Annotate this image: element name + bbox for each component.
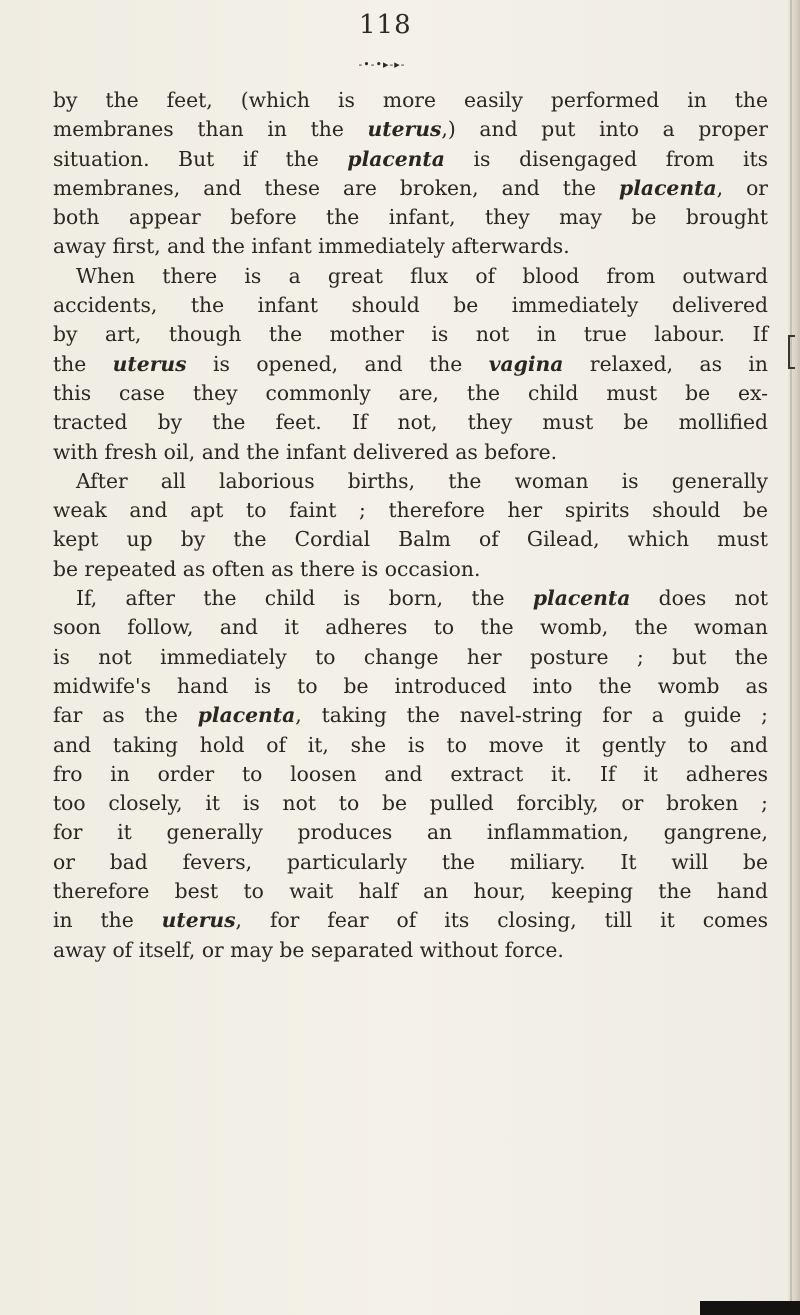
text-line — [53, 496, 768, 525]
header-ornament: -•-•▸-▸- — [358, 58, 406, 71]
text-segment: When there is a great flux of blood from outward — [76, 263, 768, 288]
bracket-mark — [788, 335, 795, 369]
text-segment: and taking hold of it, she is to move it gently to and — [53, 732, 768, 757]
text-line — [53, 379, 768, 408]
text-line — [53, 232, 768, 261]
text-segment: is opened, and the — [186, 351, 489, 376]
italic-term: uterus — [112, 351, 187, 376]
text-line — [53, 877, 768, 906]
text-segment: relaxed, as in — [563, 351, 768, 376]
text-segment: be repeated as often as there is occasion. — [53, 556, 481, 581]
text-segment: in the — [53, 908, 162, 933]
text-segment: , taking the navel-string for a guide ; — [295, 703, 768, 728]
italic-term: placenta — [619, 175, 717, 200]
text-line — [53, 262, 768, 291]
italic-term: uterus — [367, 117, 442, 142]
text-segment: accidents, the infant should be immediately delivered — [53, 293, 768, 318]
text-segment: with fresh oil, and the infant delivered as before. — [53, 439, 558, 464]
text-line — [53, 555, 768, 584]
text-line — [53, 320, 768, 349]
text-line — [53, 115, 768, 144]
text-segment: midwife's hand is to be introduced into the womb as — [53, 673, 768, 698]
body-text — [53, 86, 768, 965]
text-segment: away first, and the infant immediately afterwards. — [53, 234, 570, 259]
text-line — [53, 408, 768, 437]
text-line — [53, 848, 768, 877]
text-segment: membranes than in the — [53, 117, 368, 142]
text-segment: this case they commonly are, the child must be ex- — [53, 380, 768, 405]
text-segment: weak and apt to faint ; therefore her spirits should be — [53, 498, 768, 523]
text-line — [53, 701, 768, 730]
text-segment: by art, though the mother is not in true labour. If — [53, 322, 768, 347]
text-line — [53, 438, 768, 467]
text-line — [53, 203, 768, 232]
text-segment: for it generally produces an inflammation, gangrene, — [53, 820, 768, 845]
italic-term: vagina — [488, 351, 564, 376]
italic-term: placenta — [532, 586, 631, 611]
text-line — [53, 818, 768, 847]
text-segment: far as the — [53, 703, 198, 728]
italic-term: uterus — [161, 908, 236, 933]
text-line — [53, 291, 768, 320]
text-segment: is disengaged from its — [444, 146, 769, 171]
text-line — [53, 672, 768, 701]
text-segment: After all laborious births, the woman is generally — [76, 468, 768, 493]
text-line — [53, 584, 768, 613]
text-line — [53, 350, 768, 379]
text-segment: does not — [630, 586, 769, 611]
text-line — [53, 936, 768, 965]
text-segment: too closely, it is not to be pulled forcibly, or broken ; — [53, 791, 768, 816]
text-line — [53, 613, 768, 642]
text-segment: is not immediately to change her posture ; but the — [53, 644, 768, 669]
text-segment: therefore best to wait half an hour, keeping the hand — [53, 879, 768, 904]
text-segment: If, after the child is born, the — [76, 586, 533, 611]
text-segment: membranes, and these are broken, and the — [53, 175, 620, 200]
text-segment: the — [53, 351, 113, 376]
scan-edge-bar — [700, 1301, 800, 1315]
italic-term: placenta — [197, 703, 296, 728]
text-segment: tracted by the feet. If not, they must be mollified — [53, 410, 768, 435]
text-line — [53, 760, 768, 789]
text-line — [53, 789, 768, 818]
text-segment: by the feet, (which is more easily performed in the — [53, 88, 768, 112]
text-segment: or bad fevers, particularly the miliary. It will be — [53, 849, 768, 874]
text-line — [53, 174, 768, 203]
italic-term: placenta — [347, 146, 445, 171]
text-line — [53, 731, 768, 760]
text-segment: , or — [716, 175, 768, 200]
text-line — [53, 86, 768, 115]
page-number: 118 — [359, 10, 412, 40]
text-segment: away of itself, or may be separated without force. — [53, 937, 564, 962]
text-segment: soon follow, and it adheres to the womb, the woman — [53, 615, 768, 640]
text-segment: ,) and put into a proper — [441, 117, 768, 142]
text-segment: fro in order to loosen and extract it. If it adheres — [53, 761, 768, 786]
text-line — [53, 643, 768, 672]
text-segment: kept up by the Cordial Balm of Gilead, which must — [53, 527, 768, 552]
text-line — [53, 525, 768, 554]
text-line — [53, 906, 768, 935]
text-segment: situation. But if the — [53, 146, 348, 171]
text-line — [53, 145, 768, 174]
page-edge — [788, 0, 800, 1315]
text-line — [53, 467, 768, 496]
text-segment: both appear before the infant, they may be brought — [53, 205, 768, 230]
text-segment: , for fear of its closing, till it comes — [235, 908, 768, 933]
